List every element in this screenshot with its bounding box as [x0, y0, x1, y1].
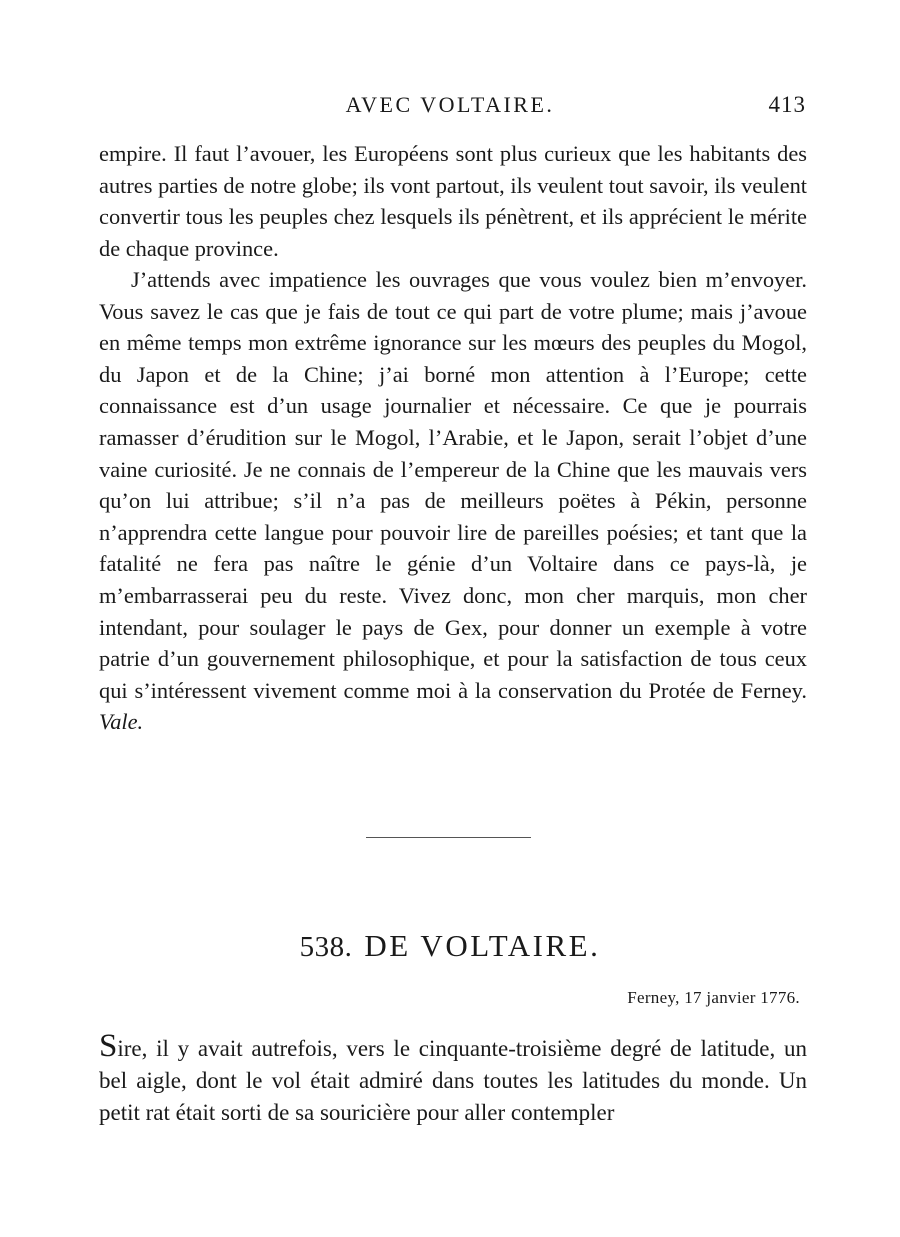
- signoff: Vale.: [99, 709, 144, 735]
- letter-opening: [99, 1028, 807, 1129]
- letter-title: DE VOLTAIRE.: [364, 928, 601, 963]
- paragraph-text: J’attends avec impatience les ouvrages que vous voulez bien m’envoyer. Vous savez le cas que je fais de tout ce qui part de votre plume; mais j’avoue en même temps mon extrême ignorance sur les mœurs des peuples du Mogol, du Japon et de la Chine; j’ai borné mon attention à l’Europe; cette connaissance est d’un usage journalier et nécessaire. Ce que je pourrais ramasser d’érudition sur le Mogol, l’Arabie, et le Japon, serait l’objet d’une vaine curiosité. Je ne connais de l’empereur de la Chine que les mauvais vers qu’on lui attribue; s’il n’a pas de meilleurs poëtes à Pékin, personne n’apprendra cette langue pour pouvoir lire de pareilles poésies; et tant que la fatalité ne fera pas naître le génie d’un Voltaire dans ce pays-là, je m’embarrasserai peu du reste. Vivez donc, mon cher marquis, mon cher intendant, pour soulager le pays de Gex, pour donner un exemple à votre patrie d’un gouvernement philosophique, et pour la satisfaction de tous ceux qui s’intéressent vivement comme moi à la conservation du Protée de Ferney.: [99, 267, 807, 703]
- paragraph-text: empire. Il faut l’avouer, les Européens sont plus curieux que les habitants des autres parties de notre globe; ils vont partout, ils veulent tout savoir, ils veulent convertir tous les peuples chez lesquels ils pénètrent, et ils apprécient le mérite de chaque province.: [99, 141, 807, 261]
- initial-letter: S: [99, 1028, 118, 1064]
- dateline: Ferney, 17 janvier 1776.: [627, 988, 800, 1007]
- letter-body: [99, 1028, 807, 1129]
- running-head: [0, 92, 900, 124]
- continued-paragraph: [99, 138, 807, 264]
- opening-text: ire, il y avait autrefois, vers le cinquante-troisième degré de latitude, un bel aigle, dont le vol était admiré dans toutes les latitudes du monde. Un petit rat était sorti de sa souricière pour aller contempler: [99, 1036, 807, 1125]
- section-divider: [366, 837, 531, 838]
- letter-number: 538.: [299, 931, 353, 963]
- letter-paragraph: [99, 264, 807, 738]
- letter-heading: [0, 928, 900, 964]
- page-number: 413: [768, 92, 806, 117]
- paragraph-wrapper: [99, 264, 807, 738]
- running-title: AVEC VOLTAIRE.: [345, 92, 555, 117]
